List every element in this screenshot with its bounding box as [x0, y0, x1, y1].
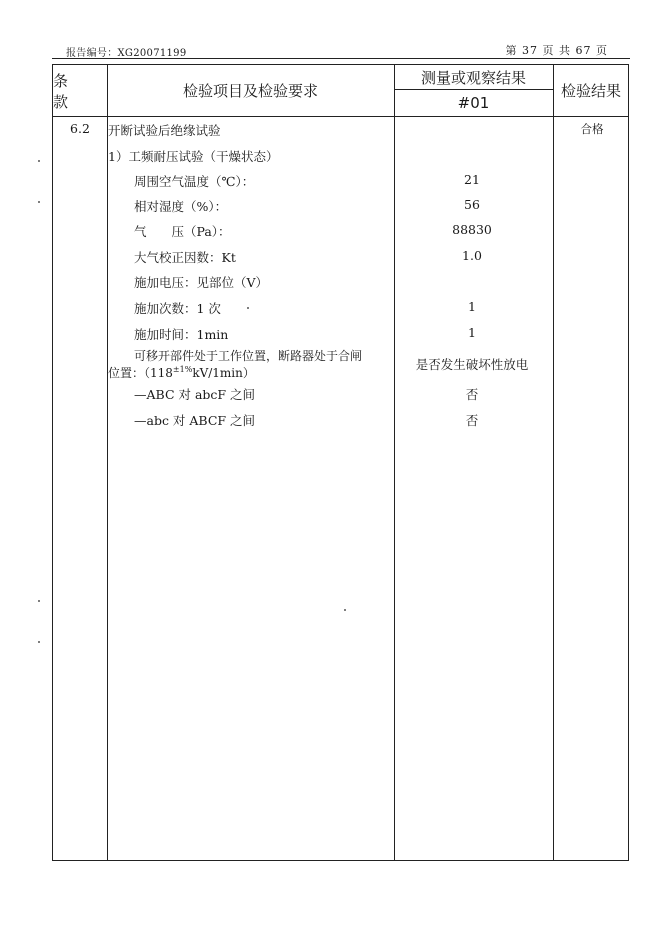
scan-speck: [38, 600, 40, 602]
row-value-correction: 1.0: [462, 248, 482, 263]
check-label-2: —abc 对 ABCF 之间: [134, 413, 256, 428]
header-bottom-rule: [53, 116, 628, 117]
sub-title: 1）工频耐压试验（干燥状态）: [108, 149, 279, 164]
condition-suffix: kV/1min）: [192, 366, 255, 380]
condition-value: 是否发生破坏性放电: [415, 357, 529, 372]
scan-speck: [38, 641, 40, 643]
scan-speck: [38, 160, 40, 162]
row-value-pressure: 88830: [452, 222, 492, 237]
check-label-1: —ABC 对 abcF 之间: [134, 387, 256, 402]
clause-number: 6.2: [70, 121, 90, 136]
col-divider-clause: [107, 65, 108, 860]
row-label-time: 施加时间：1min: [134, 327, 229, 342]
scan-speck: [247, 307, 249, 309]
check-value-1: 否: [465, 387, 479, 402]
check-value-2: 否: [465, 413, 479, 428]
condition-line2: [108, 364, 255, 381]
row-value-time: 1: [468, 325, 476, 340]
row-value-humidity: 56: [464, 197, 480, 212]
section-title: 开断试验后绝缘试验: [108, 123, 221, 138]
row-value-temperature: 21: [464, 172, 480, 187]
row-label-humidity: 相对湿度（%）：: [134, 199, 228, 214]
row-label-voltage: 施加电压：见部位（V）: [134, 275, 269, 290]
page-number: 第 37 页 共 67 页: [505, 44, 608, 57]
clause-header: 条 款: [53, 71, 77, 111]
condition-tolerance: ±1%: [172, 365, 193, 374]
scan-speck: [38, 201, 40, 203]
report-number: 报告编号：XG20071199: [66, 48, 187, 59]
sample-header: #01: [457, 94, 490, 112]
row-value-count: 1: [468, 299, 476, 314]
row-label-temperature: 周围空气温度（℃）：: [134, 174, 255, 189]
row-label-pressure: 气 压（Pa）：: [134, 224, 231, 239]
condition-line1: 可移开部件处于工作位置，断路器处于合闸: [134, 349, 363, 363]
col-divider-measure: [553, 65, 554, 860]
row-label-count: 施加次数：1 次: [134, 301, 221, 316]
measure-header: 测量或观察结果: [420, 68, 526, 87]
scan-speck: [344, 609, 346, 611]
header-rule: [52, 58, 630, 59]
result-value: 合格: [580, 122, 604, 136]
condition-prefix: 位置：（118: [108, 366, 173, 380]
items-header: 检验项目及检验要求: [182, 82, 318, 100]
row-label-correction: 大气校正因数：Kt: [134, 250, 236, 265]
col-divider-items: [394, 65, 395, 860]
result-header: 检验结果: [560, 82, 621, 100]
